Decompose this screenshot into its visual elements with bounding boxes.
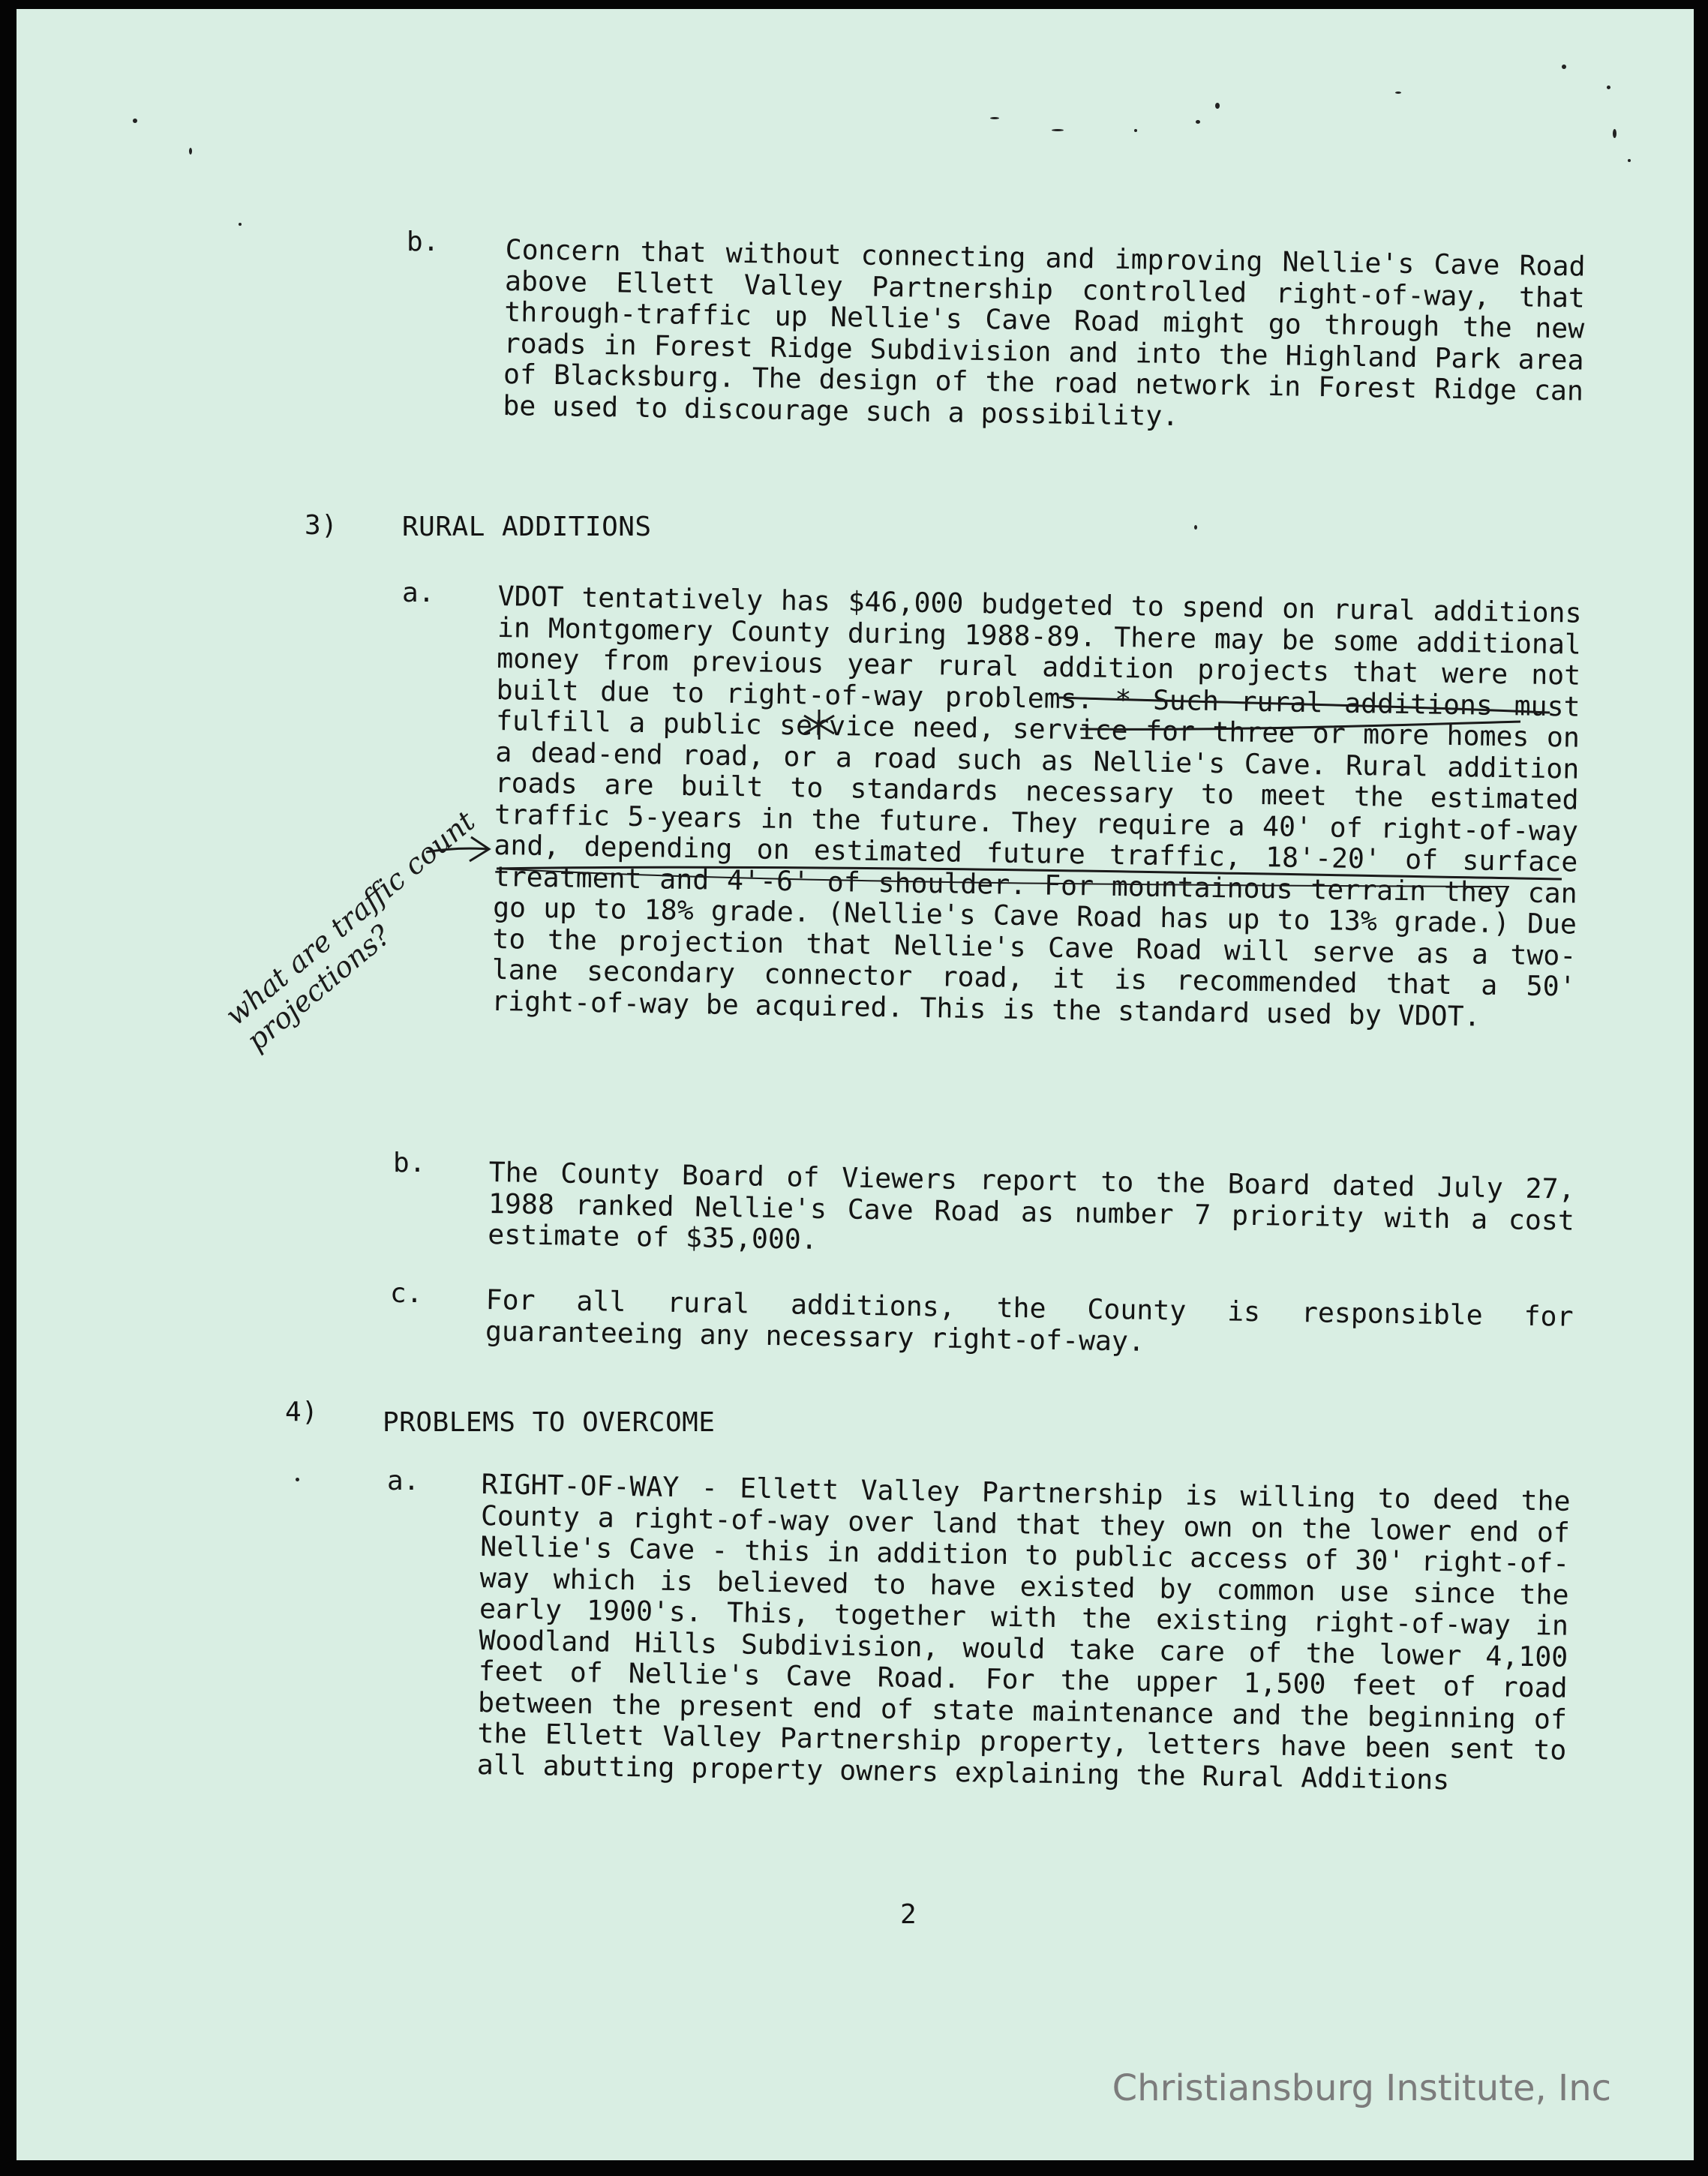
item-label: a.: [402, 578, 435, 608]
margin-note: what are traffic count projections?: [219, 804, 482, 1058]
paragraph-board-of-viewers: The County Board of Viewers report to the Board dated July 27, 1988 ranked Nellie's Cave Road as number 7 priority with a cost estimate of $35,000.: [488, 1156, 1575, 1256]
paragraph-vdot-budget: VDOT tentatively has $46,000 budgeted to spend on rural additions in Montgomery County during 1988-89. There may be some additional money from previous year rural addition projects that were not built due to right-of-way problems. * Such rural additions must fulfill a public service need, service for three or more homes on a dead-end road, or a road such as Nellie's Cave. Rural addition roads are built to standards necessary to meet the estimated traffic 5-years in the future. They require a 40' of right-of-way and, depending on estimated future traffic, 18'-20' of surface treatment and 4'-6' of shoulder. For mountainous terrain they can go up to 18% grade. (Nellie's Cave Road has up to 13% grade.) Due to the projection that Nellie's Cave Road will serve as a two-lane secondary connector road, it is recommended that a 50' right-of-way be acquired. This is the standard used by VDOT.: [491, 580, 1582, 1033]
section-number: 3): [305, 510, 338, 541]
section-number: 4): [285, 1397, 319, 1427]
hand-underlines: [17, 9, 1694, 2160]
paragraph-concern: Concern that without connecting and improving Nellie's Cave Road above Ellett Valley Partnership controlled right-of-way, that through-traffic up Nellie's Cave Road might go through the new roads in Forest Ridge Subdivision and into the Highland Park area of Blacksburg. The design of the road network in Forest Ridge can be used to discourage such a possibility.: [503, 233, 1586, 432]
item-label: a.: [387, 1466, 420, 1496]
paragraph-right-of-way: RIGHT-OF-WAY - Ellett Valley Partnership is willing to deed the County a right-of-way over land that they own on the lower end of Nellie's Cave - this in addition to public access of 30' right-of-way which is believed to have existed by common use since the early 1900's. This, together with the existing right-of-way in Woodland Hills Subdivision, would take care of the lower 4,100 feet of Nellie's Cave Road. For the upper 1,500 feet of road between the present end of state maintenance and the beginning of the Ellett Valley Partnership property, letters have been sent to all abutting property owners explaining the Rural Additions: [476, 1468, 1571, 1796]
asterisk-icon: [804, 710, 834, 740]
item-label: c.: [390, 1278, 423, 1309]
section-heading-rural-additions: RURAL ADDITIONS: [402, 512, 652, 542]
watermark: Christiansburg Institute, Inc: [1112, 2067, 1611, 2109]
item-label: b.: [407, 227, 440, 257]
paragraph-county-responsible: For all rural additions, the County is responsible for guaranteeing any necessary right-of-way.: [485, 1283, 1574, 1358]
section-heading-problems: PROBLEMS TO OVERCOME: [383, 1407, 716, 1438]
item-label: b.: [393, 1148, 426, 1178]
document-page: [17, 9, 1694, 2160]
page-number: 2: [900, 1899, 917, 1930]
